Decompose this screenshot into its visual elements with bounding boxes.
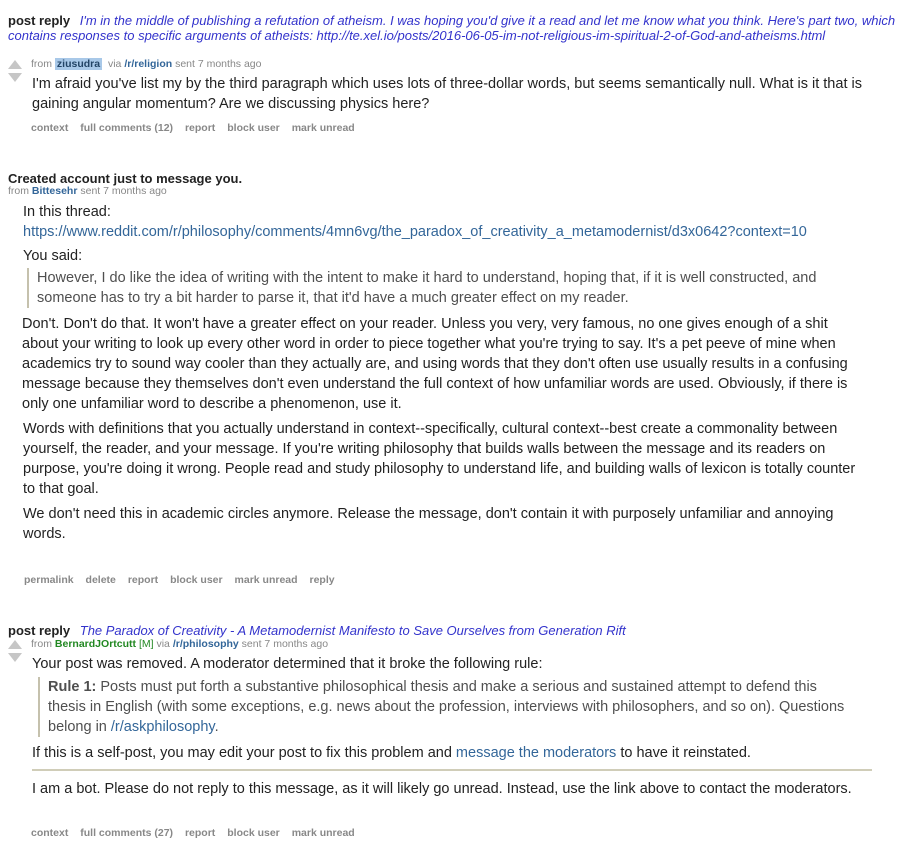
downvote-icon[interactable] — [8, 653, 22, 662]
quote-block — [27, 268, 837, 308]
permalink-button[interactable]: permalink — [24, 574, 74, 586]
author-link[interactable]: Bittesehr — [31, 185, 78, 197]
quote-text: However, I do like the idea of writing with the intent to make it hard to understand, hoping that, if it is well constructed, and someone has to try a bit harder to parse it, that it'd have a much greater effect on my reader. — [37, 270, 817, 306]
from-label: from — [31, 58, 52, 70]
message-1 — [8, 13, 905, 43]
message-1-buttons — [31, 122, 364, 134]
message-3-body — [32, 654, 877, 804]
selfpost-text-end: to have it reinstated. — [620, 745, 751, 761]
full-comments-button[interactable]: full comments (12) — [80, 122, 174, 134]
context-button[interactable]: context — [31, 122, 69, 134]
block-user-button[interactable]: block user — [227, 122, 280, 134]
message-subject-link[interactable]: The Paradox of Creativity - A Metamodernist Manifesto to Save Ourselves from Generation Rift — [79, 623, 626, 638]
message-1-body — [32, 74, 882, 119]
rule-text: Posts must put forth a substantive philosophical thesis and make a serious and sustained attempt to defend this thesis in English (with some exceptions, e.g. news about the profession, interviews with philosophers, and so on). Questions belong in — [48, 679, 845, 735]
downvote-icon[interactable] — [8, 73, 22, 82]
message-subject: Created account just to message you. — [8, 171, 243, 186]
full-comments-button[interactable]: full comments (27) — [80, 827, 174, 839]
upvote-icon[interactable] — [8, 640, 22, 649]
askphilosophy-link[interactable]: /r/askphilosophy — [110, 719, 215, 735]
paragraph-1: Don't. Don't do that. It won't have a greater effect on your reader. Unless you very, very famous, no one gives enough of a shit about your writing to look up every other word in order to piece together what you're trying to say. It's a pet peeve of mine when academics try to sound way cooler than they actually are, and using words that they don't often use usually results in a confusing message because they themselves don't even understand the full context of how unfamiliar words are used. Obviously, if there is only one unfamiliar word to describe a phenomenon, use it. — [22, 316, 848, 412]
via-label: via — [107, 58, 122, 70]
vote-arrows — [8, 60, 22, 82]
message-3-header — [8, 623, 626, 638]
sent-time: sent 7 months ago — [175, 58, 262, 70]
paragraph-3: We don't need this in academic circles anymore. Release the message, don't contain it with purposely unfamiliar and annoying words. — [23, 506, 834, 542]
thread-link[interactable]: https://www.reddit.com/r/philosophy/comments/4mn6vg/the_paradox_of_creativity_a_metamodernist/d3x0642?context=10 — [23, 224, 807, 240]
from-label: from — [31, 638, 52, 650]
upvote-icon[interactable] — [8, 60, 22, 69]
subreddit-link[interactable]: /r/philosophy — [172, 638, 239, 650]
message-3-buttons — [31, 827, 364, 839]
bot-text: I am a bot. Please do not reply to this message, as it will likely go unread. Instead, use the link above to contact the moderators. — [32, 781, 852, 797]
message-kind: post reply — [8, 623, 71, 638]
via-label: via — [156, 638, 170, 650]
rule-end: . — [214, 719, 219, 735]
mark-unread-button[interactable]: mark unread — [291, 827, 355, 839]
you-said-text: You said: — [23, 248, 83, 264]
block-user-button[interactable]: block user — [170, 574, 223, 586]
sent-time: sent 7 months ago — [80, 185, 167, 197]
message-3-tagline — [31, 638, 328, 651]
mark-unread-button[interactable]: mark unread — [234, 574, 298, 586]
block-user-button[interactable]: block user — [227, 827, 280, 839]
message-body-text: I'm afraid you've list my by the third paragraph which uses lots of three-dollar words, but seems semantically null. What is it that is gaining angular momentum? Are we discussing physics here? — [32, 76, 862, 112]
mark-unread-button[interactable]: mark unread — [291, 122, 355, 134]
message-kind: post reply — [8, 13, 71, 28]
message-2-tagline — [8, 185, 167, 198]
intro-text: In this thread: — [23, 204, 111, 220]
rule-quote — [38, 677, 858, 737]
message-moderators-link[interactable]: message the moderators — [455, 745, 617, 761]
paragraph-2: Words with definitions that you actually understand in context--specifically, cultural context--best create a commonality between yourself, the reader, and your message. If you're writing philosophy that builds walls between the message and its readers on purpose, you're doing it wrong. People read and study philosophy to understand life, and building walls of lexicon is totally counter to that goal. — [23, 421, 856, 497]
rule-label: Rule 1: — [48, 679, 97, 695]
delete-button[interactable]: delete — [85, 574, 116, 586]
divider — [32, 769, 872, 771]
author-link[interactable]: BernardJOrtcutt — [54, 638, 137, 650]
report-button[interactable]: report — [184, 827, 216, 839]
subreddit-link[interactable]: /r/religion — [124, 58, 173, 70]
message-1-tagline — [31, 58, 261, 71]
message-2-body — [23, 202, 873, 549]
message-1-header — [8, 13, 905, 43]
report-button[interactable]: report — [127, 574, 159, 586]
selfpost-line — [32, 743, 877, 763]
selfpost-text: If this is a self-post, you may edit your post to fix this problem and — [32, 745, 452, 761]
report-button[interactable]: report — [184, 122, 216, 134]
removed-text: Your post was removed. A moderator determined that it broke the following rule: — [32, 656, 543, 672]
reply-button[interactable]: reply — [309, 574, 335, 586]
message-2-buttons — [24, 574, 344, 586]
moderator-tag: [M] — [138, 638, 154, 650]
vote-arrows — [8, 640, 22, 662]
message-subject-link[interactable]: I'm in the middle of publishing a refutation of atheism. I was hoping you'd give it a read and let me know what you think. Here's part two, which contains responses to specific arguments of atheists: http://te.xel.io/posts/2016-06-05-im-not-religious-im-spiritual-2-of-God-and-atheisms.html — [8, 13, 896, 43]
context-button[interactable]: context — [31, 827, 69, 839]
message-2-header — [8, 171, 242, 186]
author-link[interactable]: ziusudra — [56, 58, 101, 70]
sent-time: sent 7 months ago — [241, 638, 329, 650]
from-label: from — [8, 185, 29, 197]
